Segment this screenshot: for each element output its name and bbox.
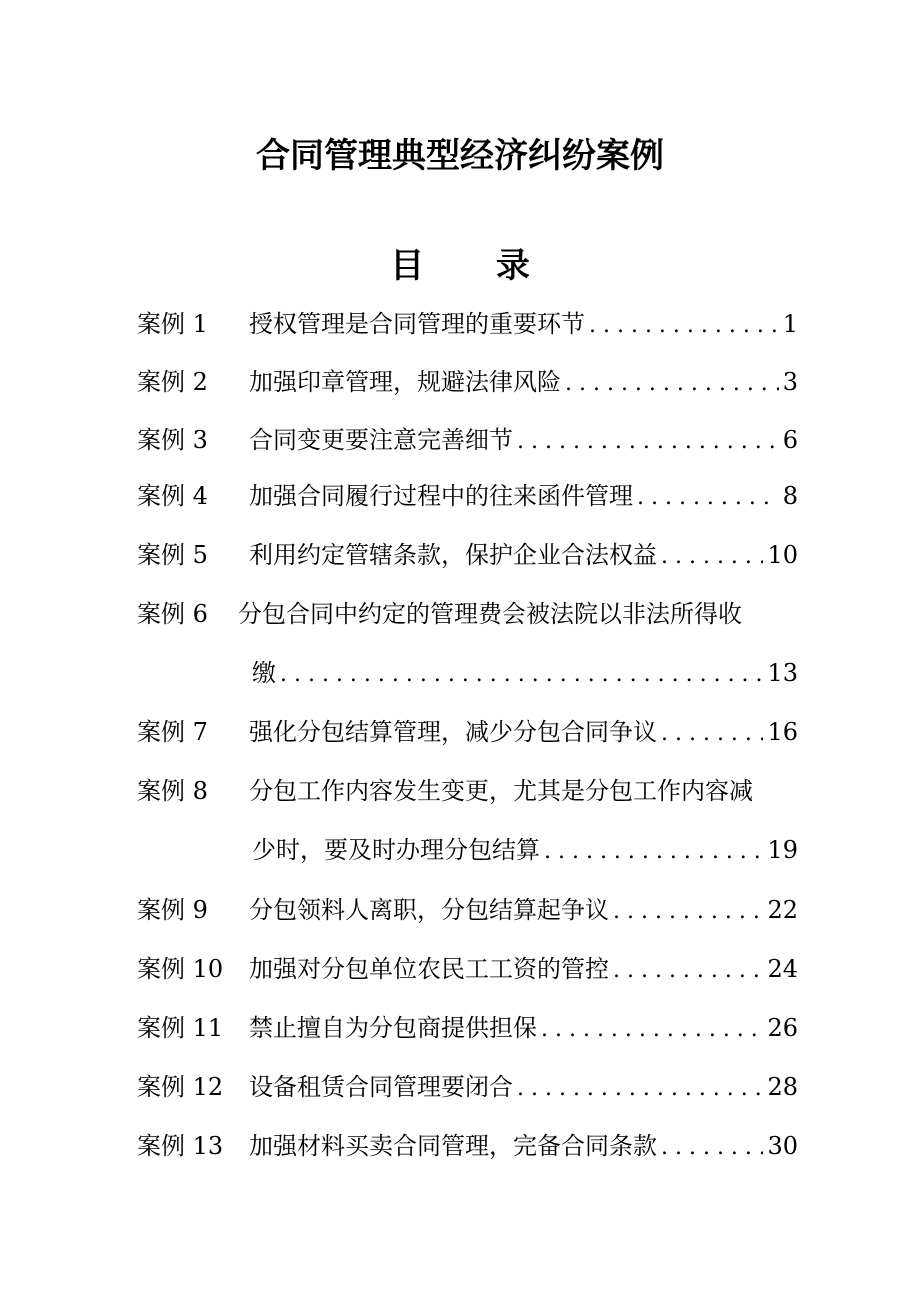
toc-case-number: 案例 12: [137, 1073, 224, 1101]
toc-entry-title-continuation: 缴: [252, 659, 276, 687]
toc-page-number: 26: [767, 1014, 798, 1042]
toc-leader-dots: [541, 1010, 763, 1050]
toc-entry-title: 分包合同中约定的管理费会被法院以非法所得收: [238, 600, 742, 628]
toc-leader-dots: [280, 655, 763, 695]
toc-leader-dots: [637, 478, 779, 518]
toc-entry-line: [249, 304, 798, 346]
toc-leader-dots: [544, 832, 763, 872]
toc-entry-line: [252, 653, 798, 695]
toc-case-number: 案例 5: [137, 541, 208, 569]
toc-entry-10[interactable]: [0, 949, 920, 989]
toc-entry-7[interactable]: [0, 712, 920, 752]
toc-leader-dots: [661, 1128, 763, 1168]
toc-entry-line: [249, 476, 798, 518]
toc-entry-9[interactable]: [0, 890, 920, 930]
toc-entry-title: 禁止擅自为分包商提供担保: [249, 1014, 537, 1042]
toc-entry-line: [249, 1126, 798, 1168]
toc-entry-line: [249, 362, 798, 404]
toc-entry-line: [249, 535, 798, 577]
toc-entry-title: 强化分包结算管理，减少分包合同争议: [249, 718, 657, 746]
toc-entry-6-continuation[interactable]: [0, 653, 920, 693]
toc-page-number: 8: [782, 482, 798, 510]
toc-leader-dots: [613, 892, 763, 932]
toc-entry-4[interactable]: [0, 476, 920, 516]
toc-entry-title: 分包工作内容发生变更，尤其是分包工作内容减: [249, 777, 753, 805]
toc-case-number: 案例 2: [137, 368, 208, 396]
toc-entry-line: [249, 1008, 798, 1050]
toc-entry-line: [249, 712, 798, 754]
toc-page-number: 13: [767, 659, 798, 687]
toc-entry-title: 分包领料人离职，分包结算起争议: [249, 896, 609, 924]
toc-leader-dots: [661, 537, 763, 577]
toc-leader-dots: [517, 1069, 763, 1109]
toc-entry-title: 利用约定管辖条款，保护企业合法权益: [249, 541, 657, 569]
toc-leader-dots: [661, 714, 763, 754]
toc-entry-title: 加强对分包单位农民工工资的管控: [249, 955, 609, 983]
toc-entry-12[interactable]: [0, 1067, 920, 1107]
toc-entry-title-continuation: 少时，要及时办理分包结算: [252, 836, 540, 864]
toc-case-number: 案例 3: [137, 426, 208, 454]
toc-entry-title: 加强合同履行过程中的往来函件管理: [249, 482, 633, 510]
toc-page-number: 1: [782, 310, 798, 338]
toc-case-number: 案例 11: [137, 1014, 224, 1042]
toc-entry-8-continuation[interactable]: [0, 830, 920, 870]
toc-entry-line: [249, 420, 798, 462]
toc-case-number: 案例 6: [137, 600, 208, 628]
toc-entry-line: [252, 830, 798, 872]
toc-case-number: 案例 10: [137, 955, 224, 983]
toc-entry-line: [249, 890, 798, 932]
toc-leader-dots: [589, 306, 779, 346]
toc-entry-line: [238, 594, 798, 634]
toc-case-number: 案例 4: [137, 482, 208, 510]
toc-entry-2[interactable]: [0, 362, 920, 402]
toc-entry-11[interactable]: [0, 1008, 920, 1048]
toc-page-number: 22: [767, 896, 798, 924]
toc-entry-8[interactable]: [0, 771, 920, 811]
toc-leader-dots: [613, 951, 763, 991]
toc-entry-title: 设备租赁合同管理要闭合: [249, 1073, 513, 1101]
toc-entry-line: [249, 1067, 798, 1109]
toc-entry-6[interactable]: [0, 594, 920, 634]
toc-page-number: 6: [782, 426, 798, 454]
toc-case-number: 案例 1: [137, 310, 208, 338]
toc-entry-5[interactable]: [0, 535, 920, 575]
toc-entry-line: [249, 771, 802, 811]
toc-page-number: 10: [767, 541, 798, 569]
toc-leader-dots: [517, 422, 779, 462]
toc-page-number: 19: [767, 836, 798, 864]
toc-entry-title: 加强材料买卖合同管理，完备合同条款: [249, 1132, 657, 1160]
toc-case-number: 案例 8: [137, 777, 208, 805]
toc-entry-title: 授权管理是合同管理的重要环节: [249, 310, 585, 338]
document-title: 合同管理典型经济纠纷案例: [256, 136, 664, 176]
toc-case-number: 案例 13: [137, 1132, 224, 1160]
toc-page-number: 28: [767, 1073, 798, 1101]
toc-page-number: 3: [782, 368, 798, 396]
toc-leader-dots: [565, 364, 779, 404]
toc-page-number: 30: [767, 1132, 798, 1160]
toc-entry-title: 加强印章管理，规避法律风险: [249, 368, 561, 396]
toc-entry-line: [249, 949, 798, 991]
toc-page-number: 16: [767, 718, 798, 746]
toc-entry-title: 合同变更要注意完善细节: [249, 426, 513, 454]
toc-page-number: 24: [767, 955, 798, 983]
toc-heading: 目 录: [390, 246, 560, 286]
toc-entry-13[interactable]: [0, 1126, 920, 1166]
toc-case-number: 案例 9: [137, 896, 208, 924]
toc-case-number: 案例 7: [137, 718, 208, 746]
toc-entry-1[interactable]: [0, 304, 920, 344]
toc-entry-3[interactable]: [0, 420, 920, 460]
